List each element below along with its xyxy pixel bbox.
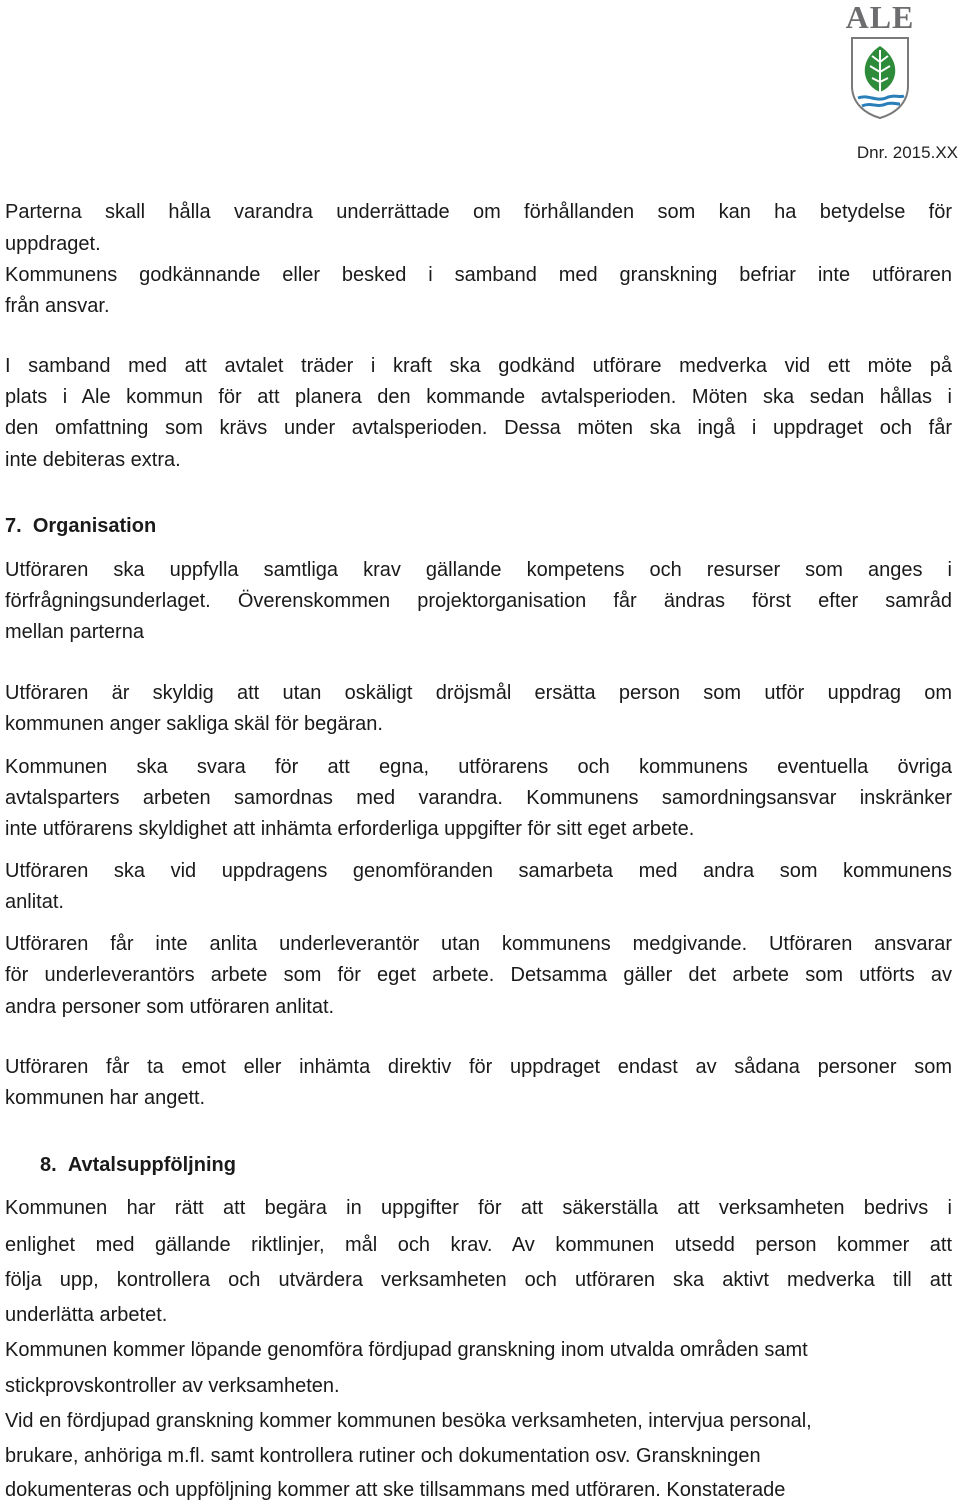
text-line: för underleverantörs arbete som för eget arbete. Detsamma gäller det arbete som utförts av	[5, 964, 952, 986]
text-line: dokumenteras och uppföljning kommer att ske tillsammans med utföraren. Konstaterade	[5, 1479, 786, 1501]
document-number: Dnr. 2015.XX	[856, 143, 958, 162]
text-line: inte utförarens skyldighet att inhämta erforderliga uppgifter för sitt eget arbete.	[5, 818, 695, 840]
text-line: inte debiteras extra.	[5, 449, 181, 471]
text-line: I samband med att avtalet träder i kraft ska godkänd utförare medverka vid ett möte på	[5, 355, 952, 377]
text-line: plats i Ale kommun för att planera den kommande avtalsperioden. Möten ska sedan hållas i	[5, 386, 952, 408]
text-line: från ansvar.	[5, 295, 110, 317]
text-line: anlitat.	[5, 891, 64, 913]
text-line: Kommunen ska svara för att egna, utförarens och kommunens eventuella övriga	[5, 756, 952, 778]
text-line: enlighet med gällande riktlinjer, mål och krav. Av kommunen utsedd person kommer att	[5, 1234, 952, 1256]
text-line: Vid en fördjupad granskning kommer kommunen besöka verksamheten, intervjua personal,	[5, 1410, 812, 1432]
text-line: brukare, anhöriga m.fl. samt kontrollera rutiner och dokumentation osv. Granskningen	[5, 1445, 761, 1467]
text-line: förfrågningsunderlaget. Överenskommen projektorganisation får ändras först efter samråd	[5, 590, 952, 612]
text-line: underlätta arbetet.	[5, 1304, 168, 1326]
text-line: uppdraget.	[5, 233, 101, 255]
text-line: avtalsparters arbeten samordnas med varandra. Kommunens samordningsansvar inskränker	[5, 787, 952, 809]
heading-title: Organisation	[32, 515, 157, 537]
text-line: Utföraren får inte anlita underleverantör utan kommunens medgivande. Utföraren ansvarar	[5, 933, 952, 955]
text-line: Kommunen kommer löpande genomföra fördjupad granskning inom utvalda områden samt	[5, 1339, 808, 1361]
text-line: mellan parterna	[5, 621, 144, 643]
heading-number: 7.	[5, 515, 22, 537]
text-line: Utföraren ska vid uppdragens genomföranden samarbeta med andra som kommunens	[5, 860, 952, 882]
text-line: Utföraren är skyldig att utan oskäligt dröjsmål ersätta person som utför uppdrag om	[5, 682, 952, 704]
heading-title: Avtalsuppföljning	[67, 1154, 236, 1176]
text-line: stickprovskontroller av verksamheten.	[5, 1375, 340, 1397]
text-line: Kommunen har rätt att begära in uppgifter för att säkerställa att verksamheten bedrivs i	[5, 1197, 952, 1219]
section-heading-8	[40, 1153, 236, 1177]
logo-text: ALE	[845, 0, 915, 35]
ale-logo	[844, 0, 916, 124]
text-line: den omfattning som krävs under avtalsperioden. Dessa möten ska ingå i uppdraget och får	[5, 417, 952, 439]
ale-shield-icon	[850, 36, 910, 120]
text-line: andra personer som utföraren anlitat.	[5, 996, 335, 1018]
text-line: Utföraren får ta emot eller inhämta direktiv för uppdraget endast av sådana personer som	[5, 1056, 952, 1078]
text-line: Kommunens godkännande eller besked i samband med granskning befriar inte utföraren	[5, 264, 952, 286]
text-line: kommunen anger sakliga skäl för begäran.	[5, 713, 383, 735]
text-line: Utföraren ska uppfylla samtliga krav gällande kompetens och resurser som anges i	[5, 559, 952, 581]
text-line: följa upp, kontrollera och utvärdera verksamheten och utföraren ska aktivt medverka till att	[5, 1269, 952, 1291]
section-heading-7	[5, 514, 156, 538]
text-line: Parterna skall hålla varandra underrättade om förhållanden som kan ha betydelse för	[5, 201, 952, 223]
text-line: kommunen har angett.	[5, 1087, 206, 1109]
heading-number: 8.	[40, 1154, 57, 1176]
